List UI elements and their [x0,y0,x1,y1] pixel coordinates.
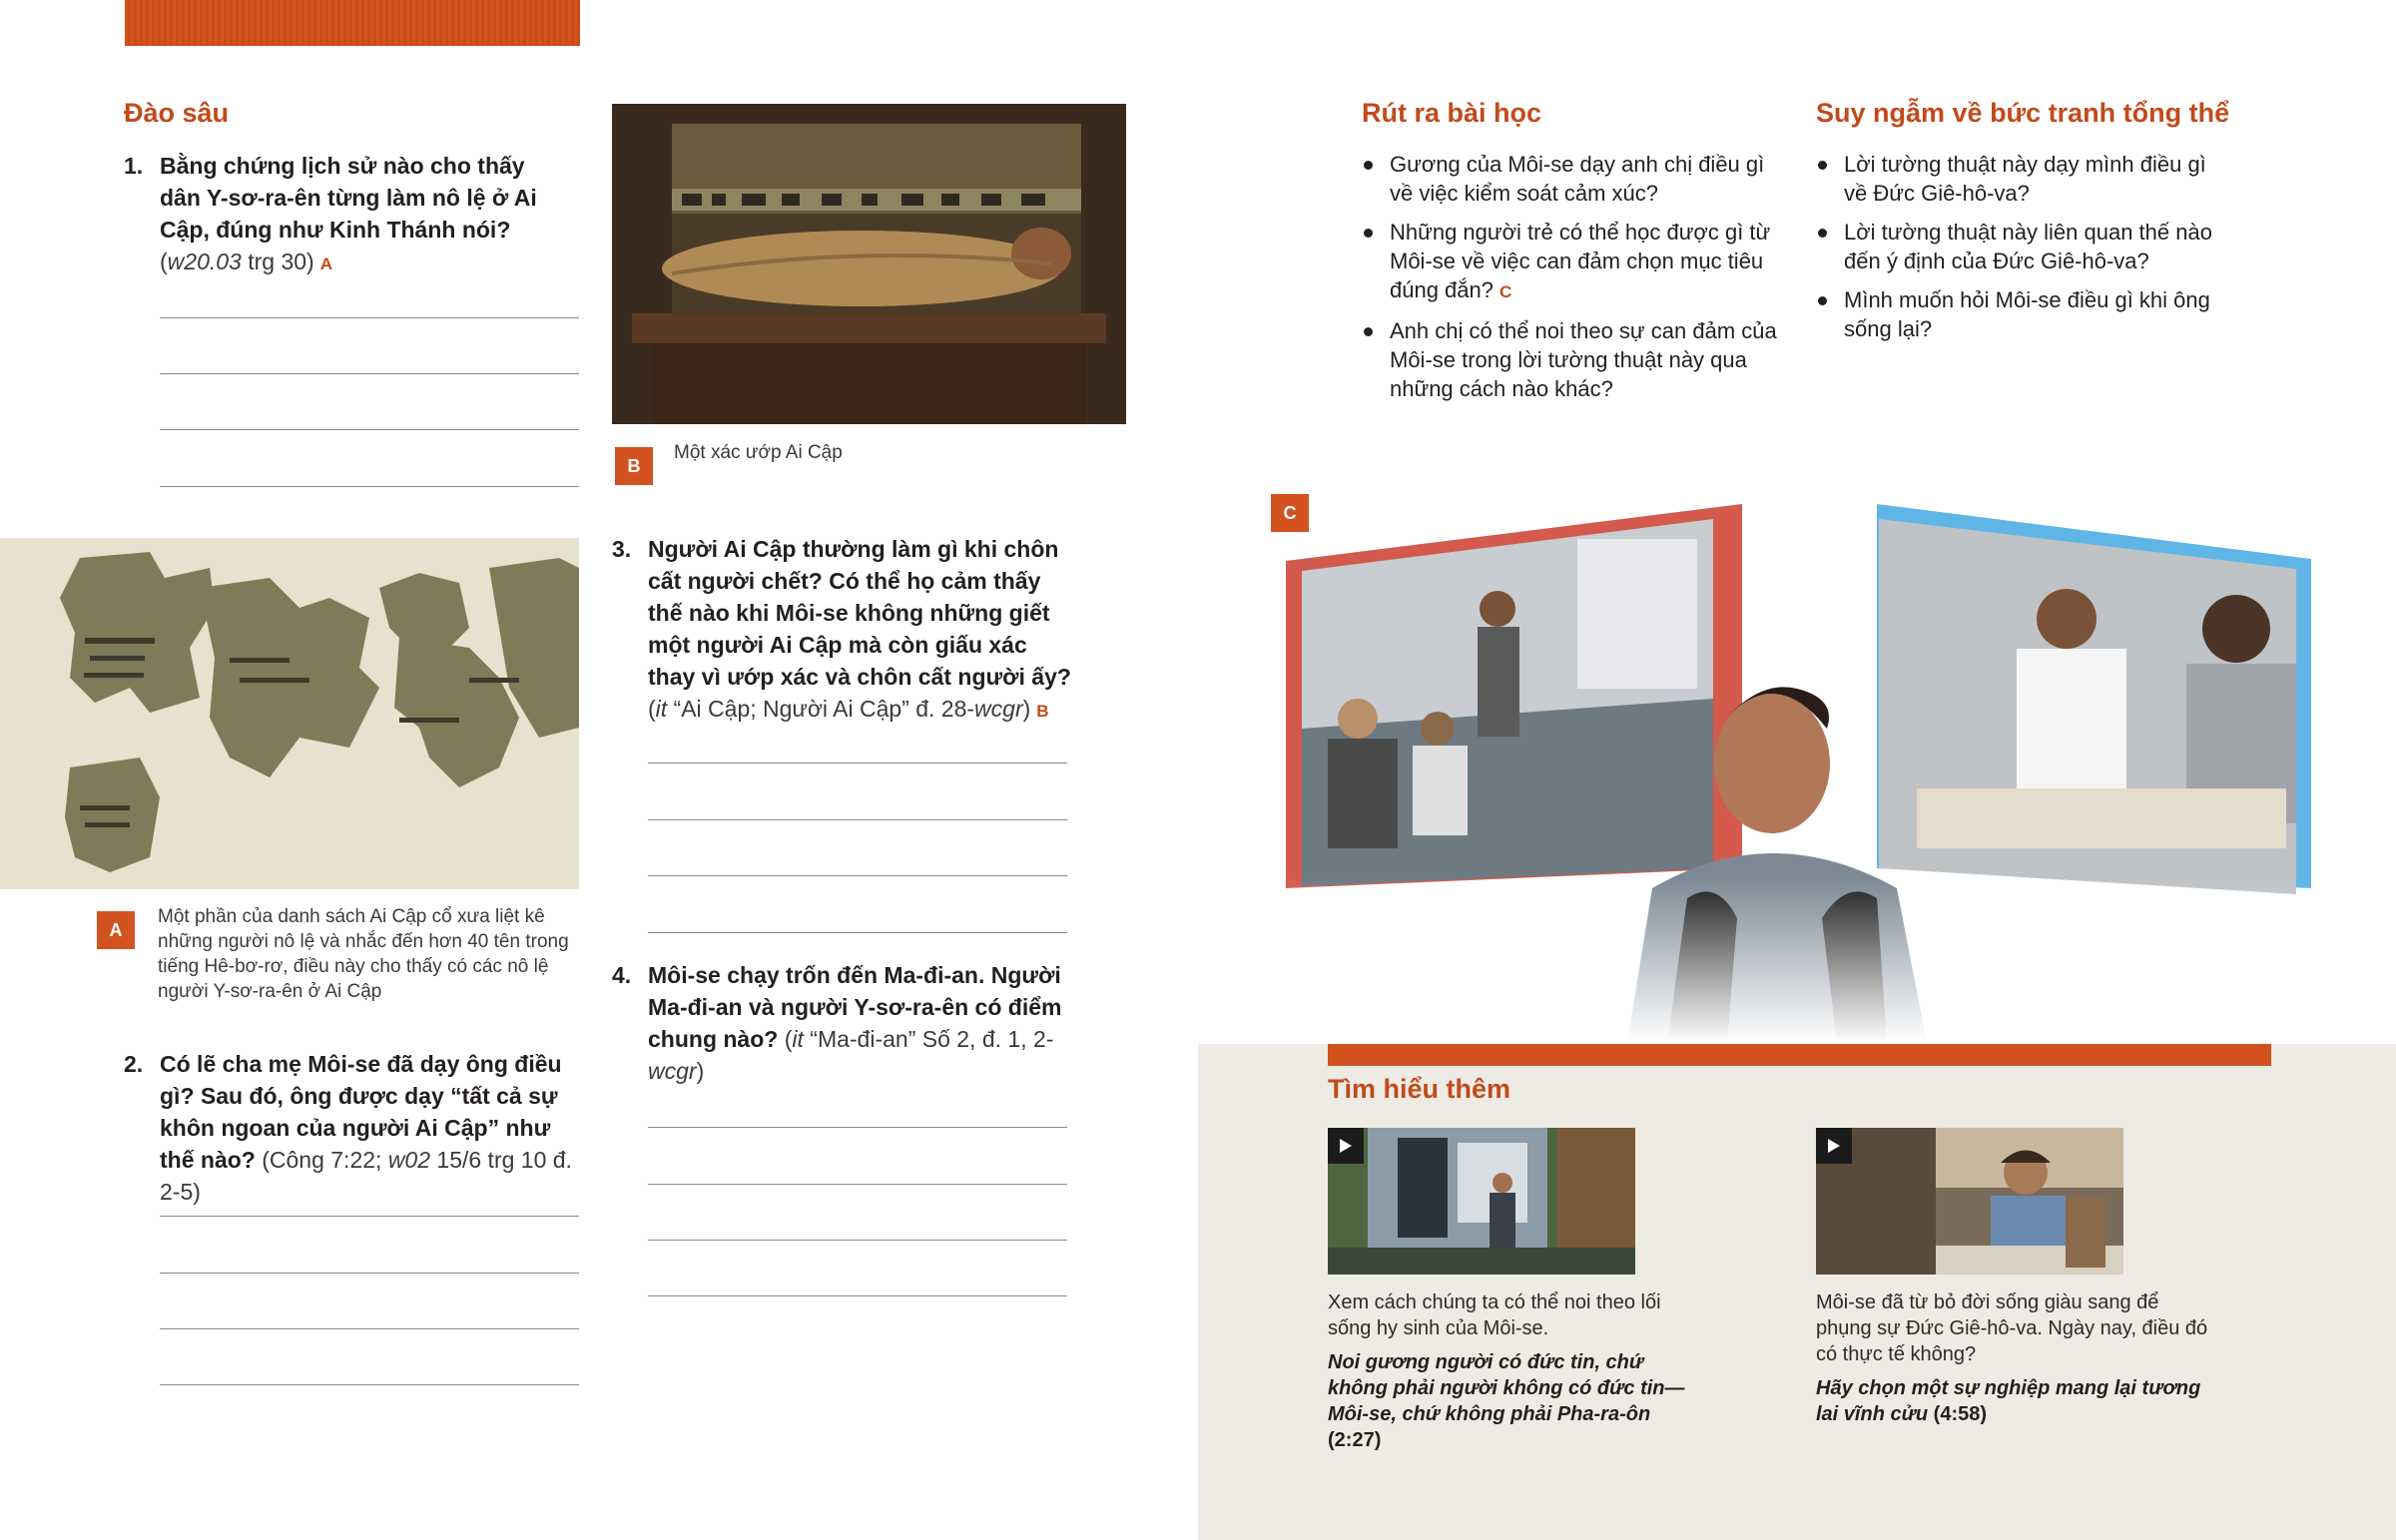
answer-line [160,486,579,487]
bullet-icon [1818,229,1827,238]
caption-a: Một phần của danh sách Ai Cập cổ xưa liệt kê những người nô lệ và nhắc đến hơn 40 tên trong tiếng Hê-bơ-rơ, điều này cho thấy có các nô lệ người Y-sơ-ra-ên ở Ai Cập [158,906,569,1002]
answer-line [648,1295,1067,1296]
question-number: 1. [124,153,144,179]
career-illustration [1198,499,2396,1043]
answer-line [648,1240,1067,1241]
video-description: Xem cách chúng ta có thể noi theo lối sống hy sinh của Môi-se. [1328,1291,1661,1339]
reflect-list [1816,150,2235,353]
caption-b: Một xác ướp Ai Cập [674,442,843,463]
video-title-link[interactable]: Noi gương người có đức tin, chứ không phải người không có đức tin—Môi-se, chứ không phải Pha-ra-ôn (2:27) [1328,1351,1685,1451]
video-thumbnail[interactable] [1816,1128,2123,1275]
figure-badge-a: A [97,911,135,949]
video-title-link[interactable]: Hãy chọn một sự nghiệp mang lại tương lai vĩnh cửu (4:58) [1816,1377,2201,1425]
header-band [125,0,580,46]
figure-badge-c: C [1271,494,1309,532]
figure-tag-a: A [319,255,332,273]
bullet-icon [1364,161,1373,170]
video-1-info [1328,1289,1707,1453]
mummy-image [612,104,1126,424]
question-4: 4. Môi-se chạy trốn đến Ma-đi-an. Người Ma-đi-an và người Y-sơ-ra-ên có điểm chung nào? (it “Ma-đi-an” Số 2, đ. 1, 2-wcgr) [612,959,1071,1087]
question-2: 2. Có lẽ cha mẹ Môi-se đã dạy ông điều gì? Sau đó, ông được dạy “tất cả sự khôn ngoan của người Ai Cập” như thế nào? (Công 7:22; w02 15/6 trg 10 đ. 2-5) [124,1048,579,1208]
answer-line [160,1384,579,1385]
reflect-title: Suy ngẫm về bức tranh tổng thể [1816,98,2230,128]
answer-line [160,1216,579,1217]
video-2-info [1816,1289,2215,1427]
learn-more-bar [1328,1044,2271,1066]
video-duration: (4:58) [1933,1403,1988,1425]
bullet-icon [1364,229,1373,238]
video-thumbnail[interactable] [1328,1128,1635,1275]
answer-line [648,875,1067,876]
answer-line [648,932,1067,933]
papyrus-image [0,538,579,889]
question-text: Bằng chứng lịch sử nào cho thấy dân Y-sơ-ra-ên từng làm nô lệ ở Ai Cập, đúng như Kinh Thánh nói? [160,153,537,243]
deeper-title: Đào sâu [124,98,230,128]
video-duration: (2:27) [1328,1429,1382,1451]
question-number: 2. [124,1051,144,1077]
answer-line [160,317,579,318]
video-description: Môi-se đã từ bỏ đời sống giàu sang để phụng sự Đức Giê-hô-va. Ngày nay, điều đó có thực tế không? [1816,1291,2208,1365]
answer-line [160,1328,579,1329]
question-number: 3. [612,536,632,562]
play-icon[interactable] [1816,1128,1852,1164]
lessons-list [1362,150,1781,413]
question-text: Có lẽ cha mẹ Môi-se đã dạy ông điều gì? Sau đó, ông được dạy “tất cả sự khôn ngoan của người Ai Cập” như thế nào? [160,1051,562,1173]
reflect-item: Lời tường thuật này dạy mình điều gì về Đức Giê-hô-va? [1816,150,2235,208]
bullet-icon [1818,296,1827,305]
answer-line [160,373,579,374]
question-text: Môi-se chạy trốn đến Ma-đi-an. Người Ma-đi-an và người Y-sơ-ra-ên có điểm chung nào? [648,962,1062,1052]
question-text: Người Ai Cập thường làm gì khi chôn cất người chết? Có thể họ cảm thấy thế nào khi Môi-se không những giết một người Ai Cập mà còn giấu xác thay vì ướp xác và chôn cất người ấy? [648,536,1071,690]
bullet-icon [1818,161,1827,170]
question-number: 4. [612,962,632,988]
learn-more-title: Tìm hiểu thêm [1328,1074,1511,1104]
figure-badge-b: B [615,447,653,485]
reflect-item: Lời tường thuật này liên quan thế nào đến ý định của Đức Giê-hô-va? [1816,218,2235,275]
answer-line [648,763,1067,764]
question-1: 1. Bằng chứng lịch sử nào cho thấy dân Y-sơ-ra-ên từng làm nô lệ ở Ai Cập, đúng như Kinh Thánh nói? (w20.03 trg 30) A [124,150,553,280]
answer-line [160,429,579,430]
answer-line [648,1127,1067,1128]
play-icon[interactable] [1328,1128,1364,1164]
reflect-item: Mình muốn hỏi Môi-se điều gì khi ông sống lại? [1816,285,2235,343]
figure-tag-b: B [1036,702,1049,721]
lesson-item: Những người trẻ có thể học được gì từ Môi-se về việc can đảm chọn mục tiêu đúng đắn? C [1362,218,1781,306]
answer-line [648,819,1067,820]
answer-line [160,1273,579,1274]
lesson-item: Anh chị có thể noi theo sự can đảm của Môi-se trong lời tường thuật này qua những cách nào khác? [1362,316,1781,403]
lessons-title: Rút ra bài học [1362,98,1542,128]
answer-line [648,1184,1067,1185]
question-3: 3. Người Ai Cập thường làm gì khi chôn cất người chết? Có thể họ cảm thấy thế nào khi Môi-se không những giết một người Ai Cập mà còn giấu xác thay vì ướp xác và chôn cất người ấy? (it “Ai Cập; Người Ai Cập” đ. 28-wcgr) B [612,533,1071,728]
figure-tag-c: C [1499,282,1512,301]
lesson-item: Gương của Môi-se dạy anh chị điều gì về việc kiểm soát cảm xúc? [1362,150,1781,208]
bullet-icon [1364,327,1373,336]
